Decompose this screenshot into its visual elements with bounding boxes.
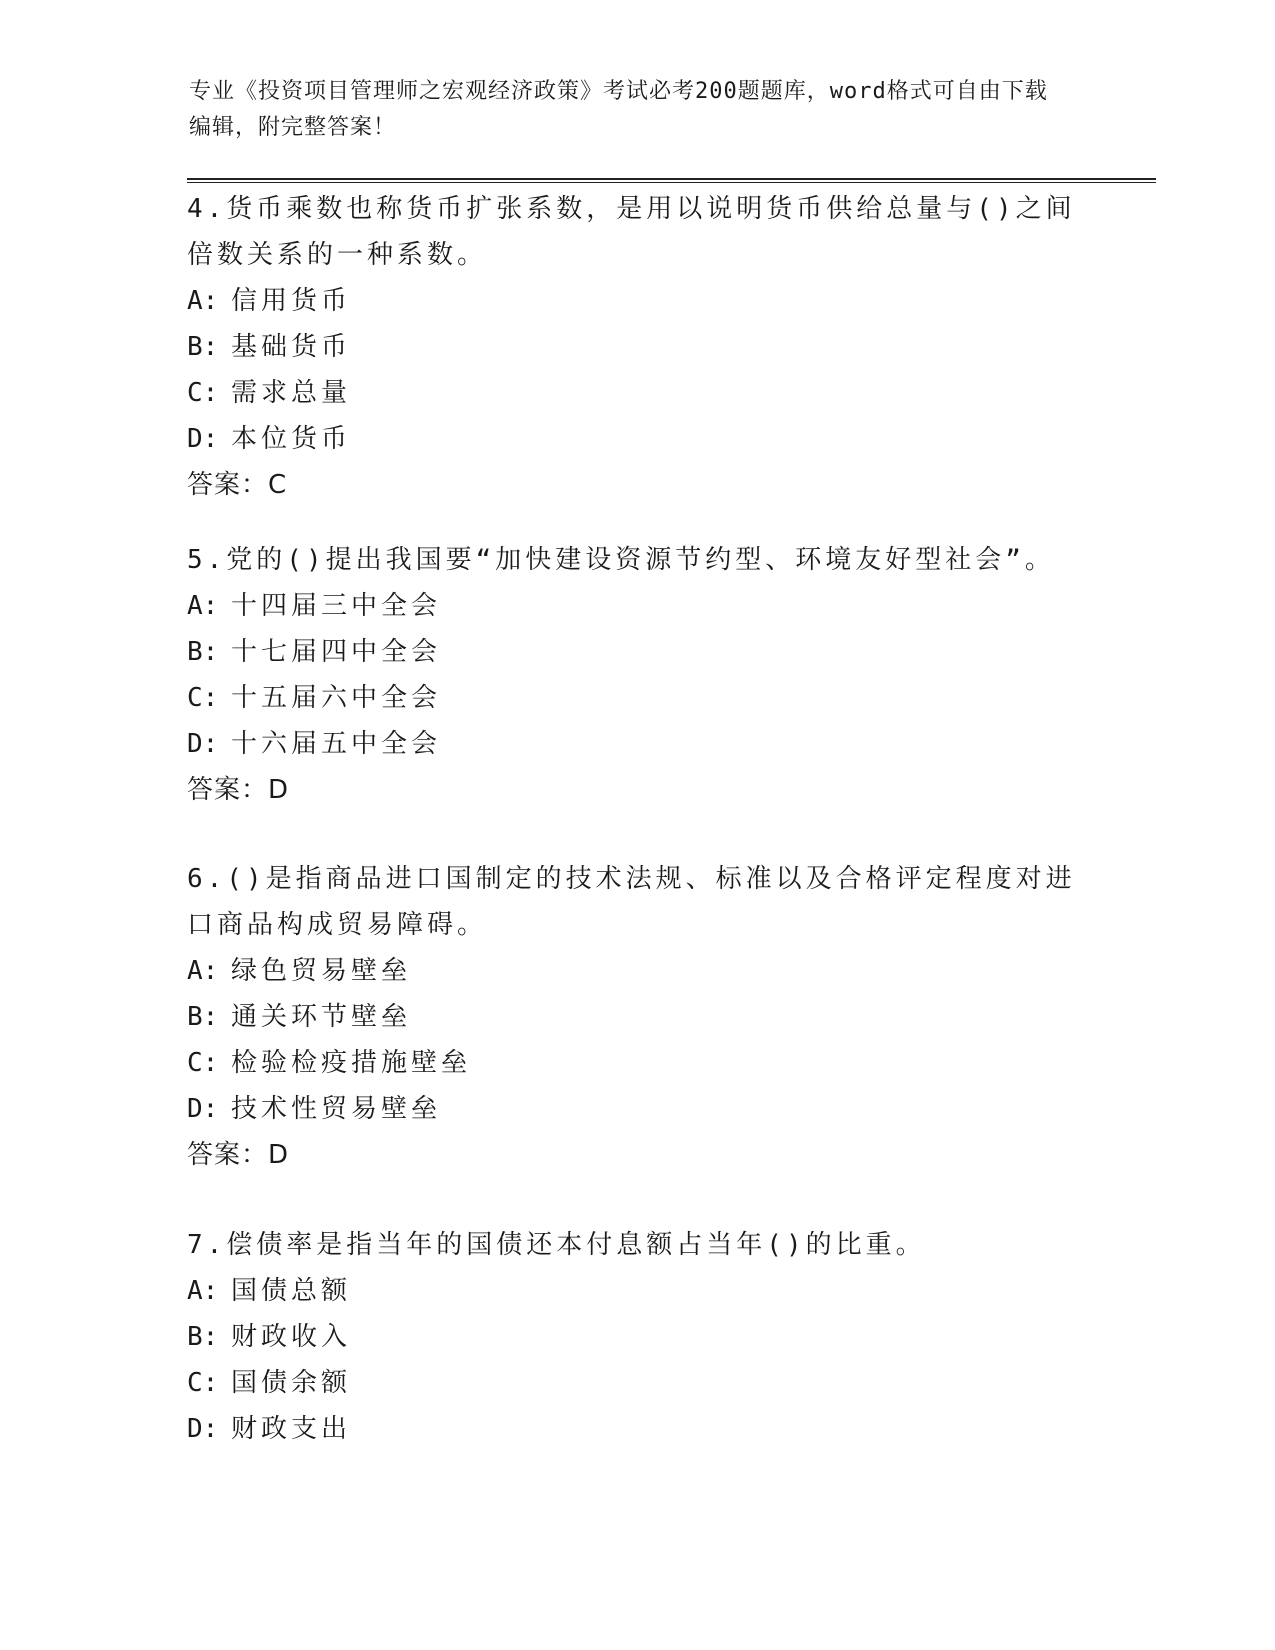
option-a bbox=[187, 1268, 1087, 1314]
header-divider bbox=[187, 178, 1156, 183]
option-b bbox=[187, 1314, 1087, 1360]
option-key: B: bbox=[187, 332, 219, 362]
option-text: 信用货币 bbox=[231, 286, 352, 316]
option-key: D: bbox=[187, 1414, 219, 1444]
option-text: 国债总额 bbox=[231, 1276, 352, 1306]
option-a bbox=[187, 948, 1087, 994]
option-text: 基础货币 bbox=[231, 332, 352, 362]
question-stem: 6.()是指商品进口国制定的技术法规、标准以及合格评定程度对进口商品构成贸易障碍。 bbox=[187, 864, 1076, 940]
option-text: 财政支出 bbox=[231, 1414, 352, 1444]
option-b bbox=[187, 324, 1087, 370]
question-7 bbox=[187, 1222, 1087, 1452]
option-c bbox=[187, 675, 1087, 721]
option-c bbox=[187, 370, 1087, 416]
answer-line: 答案：D bbox=[187, 775, 290, 805]
answer-line: 答案：C bbox=[187, 470, 288, 500]
question-stem: 5.党的()提出我国要“加快建设资源节约型、环境友好型社会”。 bbox=[187, 545, 1055, 575]
option-key: D: bbox=[187, 729, 219, 759]
option-key: A: bbox=[187, 956, 219, 986]
question-stem: 7.偿债率是指当年的国债还本付息额占当年()的比重。 bbox=[187, 1230, 926, 1260]
option-text: 绿色贸易壁垒 bbox=[231, 956, 412, 986]
question-4 bbox=[187, 186, 1087, 508]
option-text: 需求总量 bbox=[231, 378, 352, 408]
question-6 bbox=[187, 856, 1087, 1178]
option-b bbox=[187, 994, 1087, 1040]
option-key: C: bbox=[187, 683, 219, 713]
option-text: 技术性贸易壁垒 bbox=[231, 1094, 442, 1124]
answer-line: 答案：D bbox=[187, 1140, 290, 1170]
option-text: 国债余额 bbox=[231, 1368, 352, 1398]
option-key: B: bbox=[187, 1322, 219, 1352]
option-d bbox=[187, 1406, 1087, 1452]
option-d bbox=[187, 721, 1087, 767]
option-key: A: bbox=[187, 1276, 219, 1306]
question-stem: 4.货币乘数也称货币扩张系数，是用以说明货币供给总量与()之间倍数关系的一种系数。 bbox=[187, 194, 1076, 270]
option-key: D: bbox=[187, 1094, 219, 1124]
option-d bbox=[187, 1086, 1087, 1132]
option-a bbox=[187, 583, 1087, 629]
option-b bbox=[187, 629, 1087, 675]
option-c bbox=[187, 1360, 1087, 1406]
option-key: A: bbox=[187, 591, 219, 621]
option-key: A: bbox=[187, 286, 219, 316]
question-5 bbox=[187, 537, 1087, 813]
option-key: D: bbox=[187, 424, 219, 454]
option-key: C: bbox=[187, 378, 219, 408]
option-text: 财政收入 bbox=[231, 1322, 352, 1352]
document-header: 专业《投资项目管理师之宏观经济政策》考试必考200题题库，word格式可自由下载编辑，附完整答案！ bbox=[189, 79, 1048, 140]
option-text: 十六届五中全会 bbox=[231, 729, 442, 759]
option-text: 十四届三中全会 bbox=[231, 591, 442, 621]
option-key: C: bbox=[187, 1048, 219, 1078]
option-key: B: bbox=[187, 637, 219, 667]
option-text: 十七届四中全会 bbox=[231, 637, 442, 667]
option-text: 通关环节壁垒 bbox=[231, 1002, 412, 1032]
option-key: B: bbox=[187, 1002, 219, 1032]
option-text: 十五届六中全会 bbox=[231, 683, 442, 713]
option-key: C: bbox=[187, 1368, 219, 1398]
option-text: 检验检疫措施壁垒 bbox=[231, 1048, 472, 1078]
option-a bbox=[187, 278, 1087, 324]
option-d bbox=[187, 416, 1087, 462]
option-c bbox=[187, 1040, 1087, 1086]
option-text: 本位货币 bbox=[231, 424, 352, 454]
